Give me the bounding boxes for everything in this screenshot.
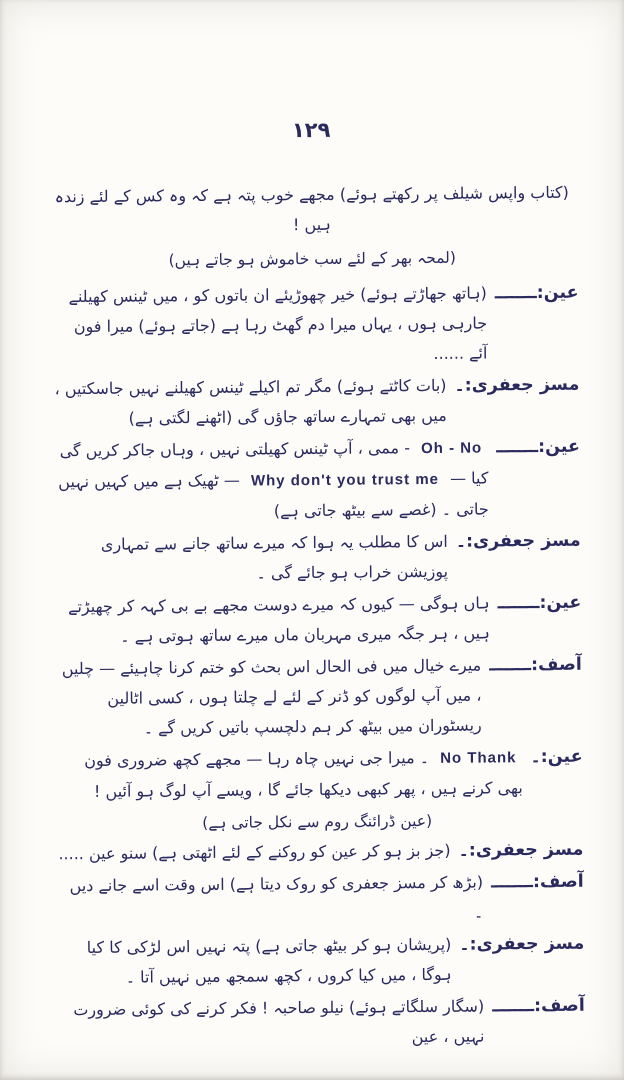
- dialogue-entry: [50, 650, 583, 745]
- english-phrase: Oh - No: [420, 439, 483, 458]
- dialogue-entry: [48, 432, 581, 529]
- dialogue-entry: [53, 991, 586, 1056]
- speaker-separator: :۔: [454, 375, 472, 396]
- speaker-name: مسز جعفری: [473, 530, 581, 552]
- dialogue-list: [46, 278, 585, 1056]
- speaker-name: عین: [544, 436, 580, 457]
- speaker-name: آصف: [540, 995, 585, 1017]
- speaker-label: [489, 588, 581, 619]
- english-phrase: Why don't you trust me: [250, 470, 440, 490]
- dialogue-entry: [49, 526, 582, 591]
- speaker-separator: :۔: [458, 840, 476, 861]
- speaker-label: [483, 867, 584, 898]
- speaker-separator: :ـــــــ: [490, 872, 541, 893]
- dialogue-text: (بات کاٹتے ہوئے) مگر تم اکیلے ٹینس کھیلنے نہیں جاسکتیں ، میں بھی تمہارے ساتھ جاؤں گی (اٹھنے لگتی ہے): [54, 375, 447, 428]
- speaker-label: [451, 929, 584, 960]
- dialogue-text: (بڑھ کر مسز جعفری کو روک دیتا ہے) اس وقت اسے جانے دیں ۔: [69, 872, 484, 922]
- speaker-separator: :ـــــــ: [489, 655, 539, 676]
- dialogue-text: ہاں ہوگی — کیوں کہ میرے دوست مجھے بے بی کہہ کر چھیڑتے ہیں ، ہر جگہ میری مہربان ماں میرے ساتھ ہوتی ہے ۔: [67, 593, 490, 646]
- dialogue-text: (جز بز ہو کر عین کو روکنے کے لئے اٹھتی ہے) سنو عین .....: [58, 840, 451, 864]
- speaker-name: مسز جعفری: [475, 839, 584, 861]
- speaker-separator: :ـــــــ: [497, 592, 547, 614]
- speaker-name: عین: [547, 746, 583, 767]
- speaker-separator: :۔: [530, 746, 548, 768]
- dialogue-text: (سگار سلگاتے ہوئے) نیلو صاحبہ ! فکر کرنے کی کوئی ضرورت نہیں ، عین: [73, 996, 485, 1047]
- speaker-separator: :۔: [455, 531, 474, 552]
- speaker-separator: :۔: [459, 934, 477, 955]
- dialogue-text: Oh - No - ممی ، آپ ٹینس کھیلتی نہیں ، وہاں جاکر کریں گی کیا — Why don't you trust me — ٹھیک ہے میں کہیں نہیں جاتی ۔ (غصے سے بیٹھ جاتی ہے): [48, 432, 489, 528]
- speaker-label: [488, 432, 580, 463]
- speaker-label: [487, 278, 579, 309]
- speaker-label: [484, 991, 585, 1022]
- dialogue-text: (ہاتھ جھاڑتے ہوئے) خیر چھوڑیئے ان باتوں کو ، میں ٹینس کھیلنے جارہی ہوں ، یہاں میرا دم گھٹ رہا ہے (جاتے ہوئے) میرا فون آئے ......: [68, 283, 488, 363]
- speaker-name: آصف: [539, 871, 584, 893]
- dialogue-entry: [46, 278, 579, 373]
- dialogue-entry: [49, 588, 582, 653]
- speaker-separator: :ـــــــ: [494, 282, 544, 304]
- continuation-paragraph: (کتاب واپس شیلف پر رکھتے ہوئے) مجھے خوب پتہ ہے کہ وہ کس کے لئے زندہ ہیں !: [54, 182, 569, 235]
- speaker-name: عین: [543, 282, 579, 303]
- dialogue-text: میرے خیال میں فی الحال اس بحث کو ختم کرنا چاہیئے — چلیں ، میں آپ لوگوں کو ڈنر کے لئے لے چلتا ہوں ، کسی اٹالین ریسٹوران میں بیٹھ کر ہم دلچسپ باتیں کریں گے ۔: [61, 655, 482, 738]
- speaker-name: مسز جعفری: [476, 933, 585, 955]
- speaker-separator: :ـــــــ: [492, 996, 542, 1017]
- dialogue-entry: [51, 835, 583, 870]
- stage-direction: (عین ڈرائنگ روم سے نکل جاتی ہے): [202, 811, 433, 832]
- dialogue-entry: [52, 929, 585, 994]
- speaker-label: [522, 742, 582, 773]
- dialogue-entry: [47, 370, 580, 435]
- speaker-label: [446, 370, 579, 401]
- speaker-label: [450, 835, 583, 866]
- speaker-name: آصف: [537, 654, 582, 676]
- speaker-name: عین: [546, 592, 582, 613]
- speaker-separator: :ـــــــ: [496, 436, 546, 458]
- english-phrase: No Thank: [440, 749, 517, 767]
- speaker-label: [481, 650, 582, 681]
- dialogue-text: No Thank ۔ میرا جی نہیں چاہ رہا — مجھے کچھ ضروری فون بھی کرنے ہیں ، پھر کبھی دیکھا جائے گا ، ویسے آپ لوگ ہو آئیں !: [51, 742, 523, 807]
- dialogue-entry: [52, 867, 585, 932]
- speaker-label: [448, 526, 581, 557]
- dialogue-text: اس کا مطلب یہ ہوا کہ میرے ساتھ جانے سے تمہاری پوزیشن خراب ہو جائے گی ۔: [100, 531, 449, 583]
- dialogue-entry: [51, 742, 584, 808]
- opening-stage-direction: (لمحہ بھر کے لئے سب خاموش ہو جاتے ہیں): [168, 248, 456, 270]
- speaker-name: مسز جعفری: [471, 374, 580, 396]
- dialogue-text: (پریشان ہو کر بیٹھ جاتی ہے) پتہ نہیں اس لڑکی کا کیا ہوگا ، میں کیا کروں ، کچھ سمجھ میں نہیں آتا ۔: [86, 934, 452, 987]
- page-number: ۱۲۹: [291, 117, 331, 143]
